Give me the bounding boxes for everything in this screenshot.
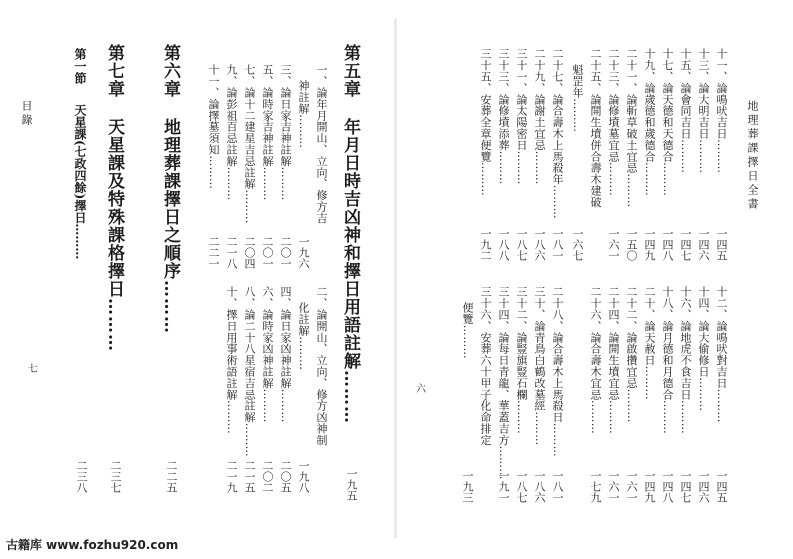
page-ref: 二二一 — [207, 236, 220, 269]
toc-entry: 三十三、論修墳添葬……… — [497, 48, 510, 185]
page-ref: 一四九 — [643, 228, 656, 261]
toc-entry: 一、論年月開山、立向、修方吉 — [315, 64, 328, 224]
page-ref: 二二五 — [165, 460, 178, 493]
page-ref: 二〇四 — [243, 236, 256, 269]
chapter-number: 第七章 — [104, 44, 124, 98]
page-ref: 二〇五 — [279, 460, 292, 493]
toc-entry: 十九、論歲德和歲德合……… — [643, 48, 656, 197]
page-ref: 一四六 — [697, 470, 710, 503]
toc-entry: 十二、論鳴吠對吉日……… — [715, 286, 728, 423]
chapter-number: 第五章 — [340, 44, 360, 98]
toc-entry: 便覽……… — [461, 302, 474, 359]
toc-entry: 三十一、論太陽密日……… — [515, 48, 528, 185]
toc-entry: 十五、論會同吉日……… — [679, 48, 692, 174]
toc-entry: 七、論十二建星吉忌註解……… — [243, 64, 256, 224]
page-ref: 二〇一 — [261, 236, 274, 269]
page-ref: 一七九 — [589, 470, 602, 503]
right-page — [398, 0, 793, 559]
toc-entry: 十四、論大偷修日……… — [697, 286, 710, 412]
running-head: 地理葬課擇日全書 — [746, 100, 759, 212]
page-ref: 一六七 — [571, 228, 584, 261]
page-ref: 二〇一 — [279, 236, 292, 269]
chapter-number: 第六章 — [160, 44, 180, 98]
toc-entry: 十三、論大明吉日……… — [697, 48, 710, 174]
page-ref: 一八六 — [533, 228, 546, 261]
page-ref: 一四五 — [715, 228, 728, 261]
chapter-title: 年月日時吉凶神和擇日用語註解……… — [340, 118, 360, 424]
toc-entry: 八、論二十八星宿吉忌註解……… — [243, 286, 256, 457]
page-number: 六 — [416, 384, 426, 395]
page-ref: 一九六 — [297, 236, 310, 269]
toc-entry: 十一、論擇墓須知……… — [207, 64, 220, 190]
toc-entry: 二十三、論修墳墓宜忌……… — [607, 48, 620, 197]
page-ref: 一六一 — [607, 470, 620, 503]
toc-entry: 三十、論青鳥白鶴改墓經……… — [533, 286, 546, 446]
toc-entry: 六、論時家凶神註解……… — [261, 286, 274, 423]
toc-entry: 十、擇日用事術語註解……… — [225, 286, 238, 435]
section-title: 天星課(七政四餘)擇日……… — [73, 104, 87, 260]
toc-entry: 十八、論月德和月德合……… — [661, 286, 674, 435]
page-ref: 一九八 — [297, 460, 310, 493]
section-label: 第一節 — [73, 48, 87, 84]
page-ref: 一四五 — [715, 470, 728, 503]
toc-entry: 九、論彭祖百忌註解……… — [225, 64, 238, 201]
toc-entry: 二十八、論合壽木上馬殺日……… — [551, 286, 564, 457]
toc-entry: 四、論日家凶神註解……… — [279, 286, 292, 423]
running-head — [18, 100, 34, 131]
page-ref: 一四六 — [697, 228, 710, 261]
toc-entry: 二十四、論開生墳宜忌……… — [607, 286, 620, 435]
toc-entry: 三、論日家吉神註解……… — [279, 64, 292, 201]
toc-entry: 十一、論鳴吠吉日……… — [715, 48, 728, 174]
toc-entry: 三十二、論豎旗豎石欄……… — [515, 286, 528, 435]
chapter-title: 地理葬課擇日之順序……… — [160, 118, 180, 334]
toc-entry: 化註解……… — [297, 302, 310, 371]
page-ref: 二一八 — [225, 236, 238, 269]
page-ref: 一九二 — [479, 228, 492, 261]
left-page — [0, 0, 396, 559]
page-ref: 一九三 — [461, 470, 474, 503]
running-head-text: 目錄 — [20, 100, 33, 128]
toc-entry: 二十六、論合壽木宜忌……… — [589, 286, 602, 435]
toc-entry: 三十五、安葬全章便覽……… — [479, 48, 492, 197]
page-number: 七 — [28, 364, 38, 375]
page-ref: 二〇二 — [261, 460, 274, 493]
page-ref: 一九五 — [345, 468, 358, 501]
page-ref: 一四八 — [661, 228, 674, 261]
page-ref: 一八七 — [515, 470, 528, 503]
page-ref: 一八七 — [515, 228, 528, 261]
toc-entry: 二十一、論斬草破土宜忌……… — [625, 48, 638, 208]
toc-entry: 二十五、論開生墳併合壽木建破 — [589, 48, 602, 208]
toc-entry: 十六、論地虎不食吉日……… — [679, 286, 692, 435]
toc-entry: 二十九、論謝土宜忌……… — [533, 48, 546, 185]
page-ref: 一四九 — [643, 470, 656, 503]
page-ref: 一九一 — [497, 470, 510, 503]
page-ref: 二一九 — [225, 460, 238, 493]
toc-entry: 二十二、論啟攢宜忌……… — [625, 286, 638, 423]
page-ref: 一六一 — [607, 228, 620, 261]
toc-entry: 二、論開山、立向、修方凶神制 — [315, 286, 328, 446]
toc-entry: 神註解……… — [297, 80, 310, 149]
page-ref: 二三七 — [109, 460, 122, 493]
toc-entry: 魁罡年……… — [571, 64, 584, 133]
page-ref: 一六一 — [625, 470, 638, 503]
toc-entry: 五、論時家吉神註解……… — [261, 64, 274, 201]
toc-entry: 三十四、論每日青龍、華蓋吉方……… — [497, 286, 510, 480]
toc-entry: 二十七、論合壽木上馬殺年……… — [551, 48, 564, 219]
page-ref: 二三八 — [75, 460, 88, 493]
chapter-title: 天星課及特殊課格擇日……… — [104, 118, 124, 352]
toc-entry: 三十六、安葬六十甲子化命排定 — [479, 286, 492, 446]
page-ref: 一五〇 — [625, 228, 638, 261]
page-ref: 一八一 — [551, 470, 564, 503]
toc-entry: 十七、論天德和天德合……… — [661, 48, 674, 197]
toc-entry: 二十、論天赦日……… — [643, 286, 656, 400]
page-ref: 一四七 — [679, 228, 692, 261]
page-ref: 二一五 — [243, 460, 256, 493]
page-ref: 一四七 — [679, 470, 692, 503]
page-ref: 一八八 — [497, 228, 510, 261]
page-ref: 一八一 — [551, 228, 564, 261]
watermark: 古籍库 www.fozhu920.com — [6, 538, 179, 552]
page-ref: 一四八 — [661, 470, 674, 503]
page-ref: 一八六 — [533, 470, 546, 503]
